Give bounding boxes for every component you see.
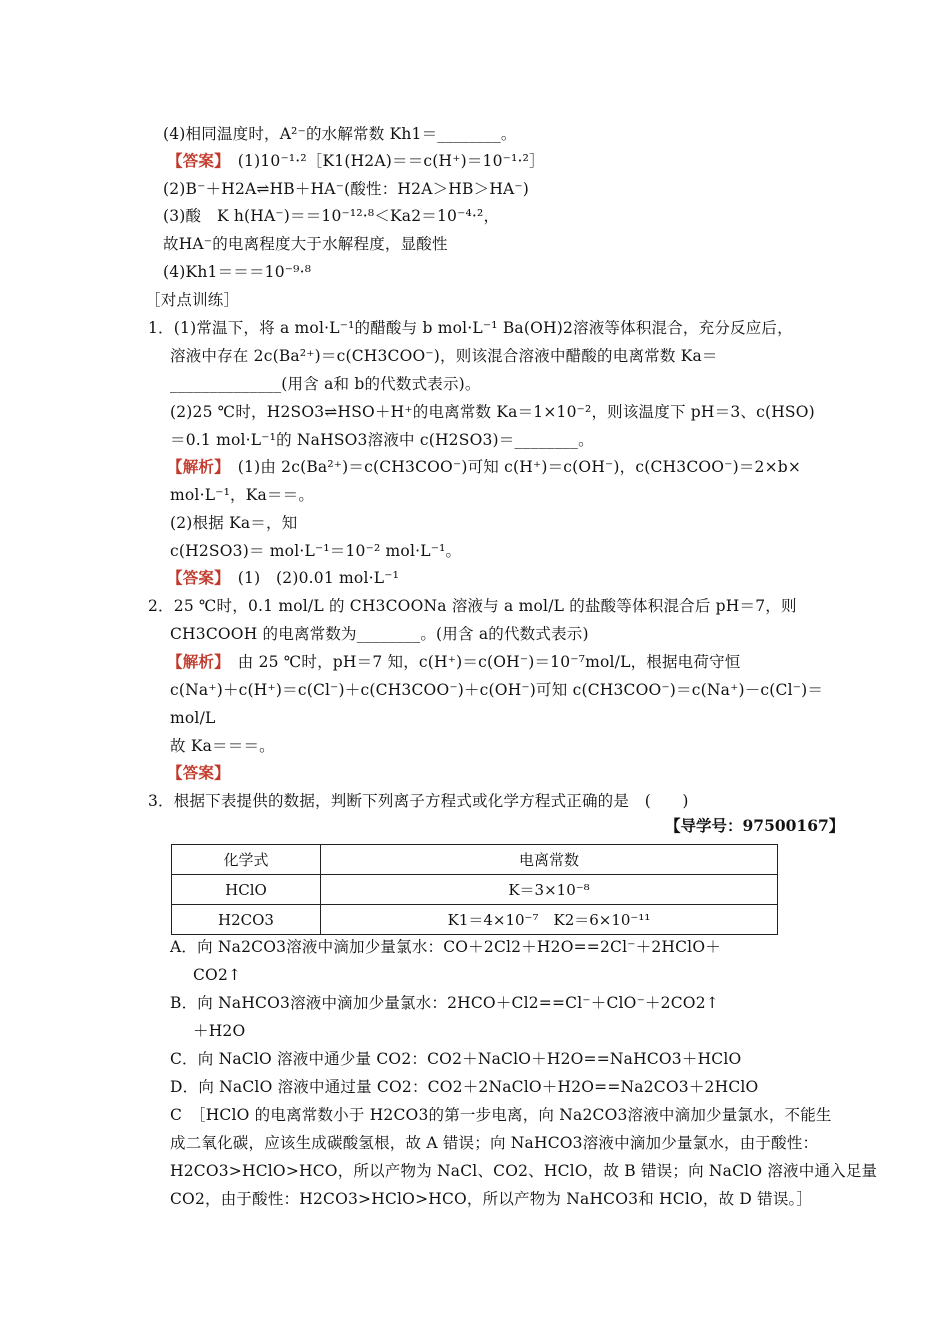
analysis-tag: 【解析】 [167,457,223,476]
q2-line-2: CH3COOH 的电离常数为________。(用含 a的代数式表示) [170,625,589,643]
answer-tag: 【答案】 [167,568,223,587]
table-row [172,905,778,935]
q2-analysis-2: c(Na⁺)＋c(H⁺)＝c(Cl⁻)＋c(CH3COO⁻)＋c(OH⁻)可知 c(CH3COO⁻)＝c(Na⁺)－c(Cl⁻)＝ [170,681,824,699]
q1-answer-text: (1) (2)0.01 mol·L⁻¹ [237,569,400,587]
table-cell: K1＝4×10⁻⁷ K2＝6×10⁻¹¹ [321,905,778,935]
table-header: 电离常数 [321,845,778,875]
q1-line-5: ＝0.1 mol·L⁻¹的 NaHSO3溶液中 c(H2SO3)＝________。 [170,431,594,449]
table-cell: H2CO3 [172,905,321,935]
option-a-2: CO2↑ [193,966,242,984]
q2-answer [167,763,230,783]
answer-4: (4)Kh1＝＝＝10⁻⁹·⁸ [163,263,312,281]
option-b-1: B．向 NaHCO3溶液中滴加少量氯水：2HCO＋Cl2==Cl⁻＋ClO⁻＋2CO2↑ [170,994,719,1012]
option-a-1: A．向 Na2CO3溶液中滴加少量氯水：CO＋2Cl2＋H2O==2Cl⁻＋2HClO＋ [170,938,721,956]
q1-analysis-text: (1)由 2c(Ba²⁺)＝c(CH3COO⁻)可知 c(H⁺)＝c(OH⁻)，c(CH3COO⁻)＝2×b× [237,458,802,476]
answer-2: (2)B⁻＋H2A⇌HB＋HA⁻(酸性：H2A＞HB＞HA⁻) [163,180,530,198]
q1-line-2: 溶液中存在 2c(Ba²⁺)＝c(CH3COO⁻)，则该混合溶液中醋酸的电离常数 Ka＝ [170,347,718,365]
analysis-tag: 【解析】 [167,652,223,671]
table-cell: HClO [172,875,321,905]
guide-number: 【导学号：97500167】 [665,816,845,835]
q3-solution-1: C ［HClO 的电离常数小于 H2CO3的第一步电离，向 Na2CO3溶液中滴加少量氯水，不能生 [170,1106,832,1124]
constants-table [171,844,778,935]
q1-line-3: ______________(用含 a和 b的代数式表示)。 [170,375,481,393]
q1-line-4: (2)25 ℃时，H2SO3⇌HSO＋H⁺的电离常数 Ka＝1×10⁻²，则该温度下 pH＝3、c(HSO) [170,403,815,421]
q1-analysis-1 [167,457,801,477]
table-row [172,875,778,905]
q1-analysis-2: mol·L⁻¹，Ka＝＝。 [170,486,315,504]
q3-stem: 3．根据下表提供的数据，判断下列离子方程式或化学方程式正确的是 ( ) [148,792,689,810]
q3-solution-2: 成二氧化碳，应该生成碳酸氢根，故 A 错误；向 NaHCO3溶液中滴加少量氯水，由于酸性： [170,1134,819,1152]
table-cell: K＝3×10⁻⁸ [321,875,778,905]
option-b-2: ＋H2O [193,1022,246,1040]
q-part4: (4)相同温度时，A²⁻的水解常数 Kh1＝________。 [163,125,517,143]
answer-line-1 [167,151,545,171]
answer-tag: 【答案】 [167,151,223,170]
section-title: ［对点训练］ [145,291,240,309]
q2-analysis-1 [167,652,741,672]
q2-analysis-text: 由 25 ℃时，pH＝7 知，c(H⁺)＝c(OH⁻)＝10⁻⁷mol/L，根据电荷守恒 [237,653,741,671]
answer-1: (1)10⁻¹·²［K1(H2A)＝＝c(H⁺)＝10⁻¹·²］ [237,152,545,170]
option-c: C．向 NaClO 溶液中通少量 CO2：CO2＋NaClO＋H2O==NaHCO3＋HClO [170,1050,742,1068]
q2-line-1: 2．25 ℃时，0.1 mol/L 的 CH3COONa 溶液与 a mol/L 的盐酸等体积混合后 pH＝7，则 [148,597,797,615]
q2-analysis-3: mol/L [170,709,216,727]
q1-answer [167,568,399,588]
q1-analysis-4: c(H2SO3)＝ mol·L⁻¹＝10⁻² mol·L⁻¹。 [170,542,462,560]
q3-solution-4: CO2，由于酸性：H2CO3>HClO>HCO，所以产物为 NaHCO3和 HClO，故 D 错误。］ [170,1190,813,1208]
answer-3: (3)酸 K h(HA⁻)＝＝10⁻¹²·⁸＜Ka2＝10⁻⁴·²， [163,207,500,225]
answer-3b: 故HA⁻的电离程度大于水解程度，显酸性 [163,235,448,253]
q1-line-1: 1．(1)常温下，将 a mol·L⁻¹的醋酸与 b mol·L⁻¹ Ba(OH)2溶液等体积混合，充分反应后， [148,319,793,337]
option-d: D．向 NaClO 溶液中通过量 CO2：CO2＋2NaClO＋H2O==Na2CO3＋2HClO [170,1078,759,1096]
answer-tag: 【答案】 [167,763,230,782]
table-header-row [172,845,778,875]
q1-analysis-3: (2)根据 Ka＝，知 [170,514,298,532]
table-header: 化学式 [172,845,321,875]
q3-solution-3: H2CO3>HClO>HCO，所以产物为 NaCl、CO2、HClO，故 B 错误；向 NaClO 溶液中通入足量 [170,1162,878,1180]
q2-analysis-4: 故 Ka＝＝＝。 [170,737,275,755]
